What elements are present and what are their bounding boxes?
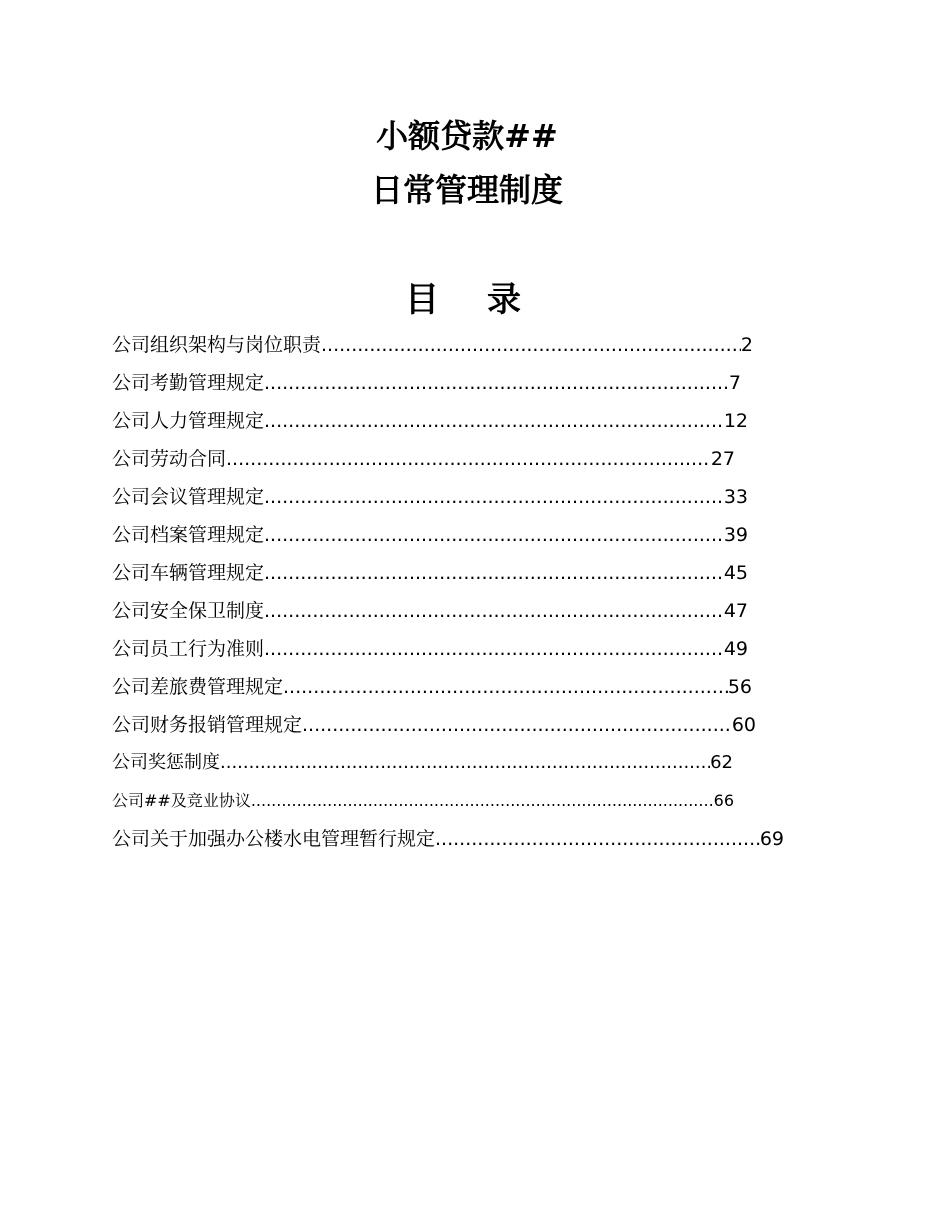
toc-entry-label: 公司劳动合同 bbox=[112, 448, 227, 470]
toc-entry-page: 60 bbox=[731, 714, 756, 736]
toc-entry[interactable] bbox=[112, 440, 735, 478]
document-title-line-2: 日常管理制度 bbox=[370, 171, 563, 209]
toc-entry[interactable] bbox=[112, 592, 748, 630]
toc-dot-leader bbox=[264, 364, 729, 402]
toc-entry-page: 2 bbox=[740, 334, 753, 356]
toc-entry-page: 47 bbox=[723, 600, 748, 622]
toc-entry-page: 7 bbox=[728, 372, 741, 394]
toc-dot-leader bbox=[264, 478, 724, 516]
toc-entry[interactable] bbox=[112, 820, 784, 858]
toc-heading: 目录 bbox=[405, 280, 569, 320]
toc-entry-label: 公司考勤管理规定 bbox=[112, 372, 265, 394]
table-of-contents bbox=[112, 326, 784, 858]
toc-entry-label: 公司档案管理规定 bbox=[112, 524, 265, 546]
toc-entry-page: 27 bbox=[710, 448, 735, 470]
toc-entry[interactable] bbox=[112, 326, 753, 364]
toc-dot-leader bbox=[220, 744, 710, 782]
toc-entry-page: 66 bbox=[713, 791, 734, 810]
toc-dot-leader bbox=[302, 706, 732, 744]
toc-dot-leader bbox=[264, 554, 724, 592]
toc-entry[interactable] bbox=[112, 744, 733, 782]
toc-entry-page: 39 bbox=[723, 524, 748, 546]
toc-entry-label: 公司组织架构与岗位职责 bbox=[112, 334, 322, 356]
toc-dot-leader bbox=[264, 630, 724, 668]
toc-entry-label: 公司关于加强办公楼水电管理暂行规定 bbox=[112, 828, 436, 850]
toc-entry-page: 45 bbox=[723, 562, 748, 584]
toc-dot-leader bbox=[283, 668, 728, 706]
toc-entry[interactable] bbox=[112, 402, 748, 440]
toc-entry[interactable] bbox=[112, 782, 734, 820]
toc-entry-label: 公司车辆管理规定 bbox=[112, 562, 265, 584]
toc-entry-label: 公司##及竞业协议 bbox=[112, 791, 251, 810]
toc-entry[interactable] bbox=[112, 554, 748, 592]
toc-entry-page: 33 bbox=[723, 486, 748, 508]
toc-entry-label: 公司安全保卫制度 bbox=[112, 600, 265, 622]
toc-entry[interactable] bbox=[112, 706, 756, 744]
toc-entry-label: 公司会议管理规定 bbox=[112, 486, 265, 508]
toc-dot-leader bbox=[321, 326, 741, 364]
toc-entry-label: 公司人力管理规定 bbox=[112, 410, 265, 432]
toc-entry-page: 49 bbox=[723, 638, 748, 660]
toc-dot-leader bbox=[264, 592, 724, 630]
toc-entry-page: 12 bbox=[723, 410, 748, 432]
toc-entry-label: 公司奖惩制度 bbox=[112, 752, 220, 773]
toc-entry[interactable] bbox=[112, 630, 748, 668]
toc-entry[interactable] bbox=[112, 478, 748, 516]
toc-entry-label: 公司员工行为准则 bbox=[112, 638, 265, 660]
toc-entry[interactable] bbox=[112, 668, 752, 706]
toc-dot-leader bbox=[251, 782, 714, 820]
toc-entry-page: 69 bbox=[759, 828, 784, 850]
toc-entry-label: 公司差旅费管理规定 bbox=[112, 676, 284, 698]
document-title-line-1: 小额贷款## bbox=[376, 117, 558, 155]
toc-dot-leader bbox=[264, 402, 724, 440]
toc-dot-leader bbox=[226, 440, 711, 478]
toc-entry[interactable] bbox=[112, 516, 748, 554]
toc-entry-page: 62 bbox=[710, 752, 733, 773]
toc-dot-leader bbox=[264, 516, 724, 554]
toc-entry[interactable] bbox=[112, 364, 741, 402]
toc-entry-page: 56 bbox=[727, 676, 752, 698]
toc-dot-leader bbox=[435, 820, 760, 858]
toc-entry-label: 公司财务报销管理规定 bbox=[112, 714, 303, 736]
